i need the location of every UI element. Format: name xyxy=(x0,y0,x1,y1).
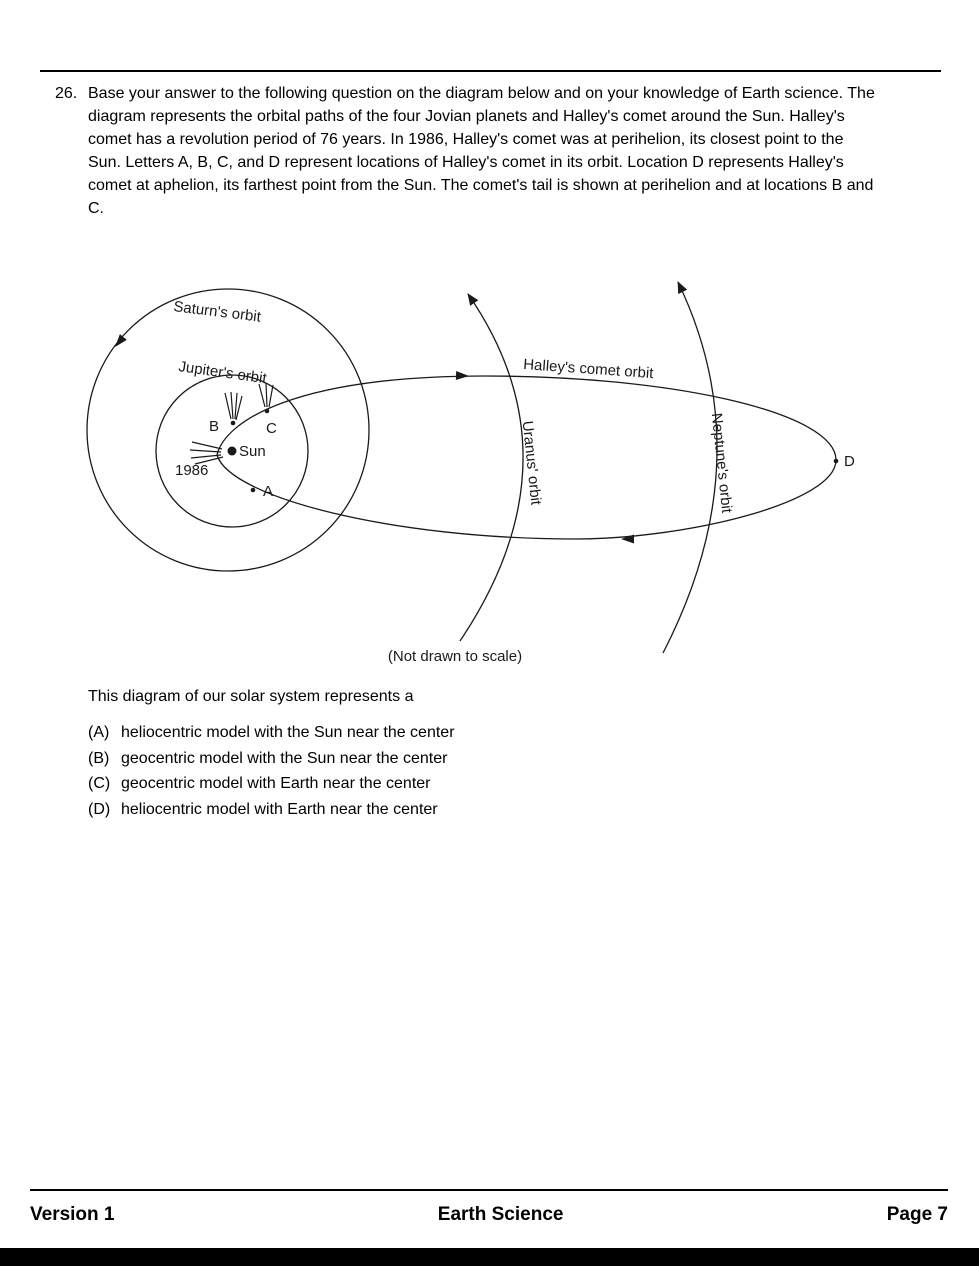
choice-a-letter: (A) xyxy=(88,724,110,741)
sun-label: Sun xyxy=(239,443,266,460)
footer-page-number: Page 7 xyxy=(886,1204,948,1225)
footer-divider xyxy=(30,1189,948,1191)
answer-choices xyxy=(88,720,455,822)
choice-a xyxy=(88,720,455,746)
sun-dot xyxy=(228,447,237,456)
choice-d xyxy=(88,797,455,823)
halley-orbit-label: Halley's comet orbit xyxy=(522,356,655,383)
point-c-label: C xyxy=(266,420,277,437)
footer-version: Version 1 xyxy=(30,1204,115,1225)
choice-a-text: heliocentric model with the Sun near the center xyxy=(121,724,455,741)
year-1986-label: 1986 xyxy=(175,462,209,479)
jupiter-orbit-label: Jupiter's orbit xyxy=(177,358,268,388)
choice-b xyxy=(88,746,455,772)
orbit-diagram-svg xyxy=(45,263,935,675)
page-footer xyxy=(30,1204,948,1226)
scale-note: (Not drawn to scale) xyxy=(387,648,523,665)
choice-b-letter: (B) xyxy=(88,749,110,767)
question-prompt: This diagram of our solar system represents a xyxy=(88,688,414,705)
neptune-orbit-label: Neptune's orbit xyxy=(707,412,736,514)
halley-orbit-arrow-bottom-icon xyxy=(621,535,634,544)
page-bottom-bar xyxy=(0,1248,979,1266)
comet-dot-a xyxy=(251,488,256,493)
choice-b-text: geocentric model with the Sun near the center xyxy=(121,749,448,767)
point-a-label: A xyxy=(263,483,274,500)
question-text: Base your answer to the following question on the diagram below and on your knowledge of Earth science. The diagram represents the orbital paths of the four Jovian planets and Halley's comet around the Sun. Halley's comet has a revolution period of 76 years. In 1986, Halley's comet was at perihelion, its closest point to the Sun. Letters A, B, C, and D represent locations of Halley's comet in its orbit. Location D represents Halley's comet at aphelion, its farthest point from the Sun. The comet's tail is shown at perihelion and at locations B and C. xyxy=(88,85,875,217)
saturn-orbit-path xyxy=(87,289,369,571)
footer-subject: Earth Science xyxy=(437,1204,564,1225)
point-d-label: D xyxy=(844,453,855,470)
choice-c-text: geocentric model with Earth near the center xyxy=(121,775,431,792)
choice-c-letter: (C) xyxy=(88,775,111,792)
choice-d-text: heliocentric model with Earth near the center xyxy=(121,800,438,818)
comet-dot-b xyxy=(231,421,236,426)
uranus-orbit-label: Uranus' orbit xyxy=(518,420,545,506)
comet-tail-b xyxy=(225,392,242,420)
uranus-orbit-path xyxy=(460,294,523,641)
comet-dot-d xyxy=(834,459,839,464)
orbit-diagram xyxy=(45,263,935,675)
top-divider xyxy=(40,70,941,72)
choice-d-letter: (D) xyxy=(88,800,111,818)
choice-c xyxy=(88,771,455,797)
saturn-orbit-label: Saturn's orbit xyxy=(172,298,262,326)
point-b-label: B xyxy=(209,418,220,435)
question-block xyxy=(55,82,877,220)
halley-orbit-arrow-top-icon xyxy=(456,371,469,380)
question-number: 26. xyxy=(55,85,78,102)
neptune-orbit-path xyxy=(663,282,717,653)
comet-dot-c xyxy=(265,409,270,414)
